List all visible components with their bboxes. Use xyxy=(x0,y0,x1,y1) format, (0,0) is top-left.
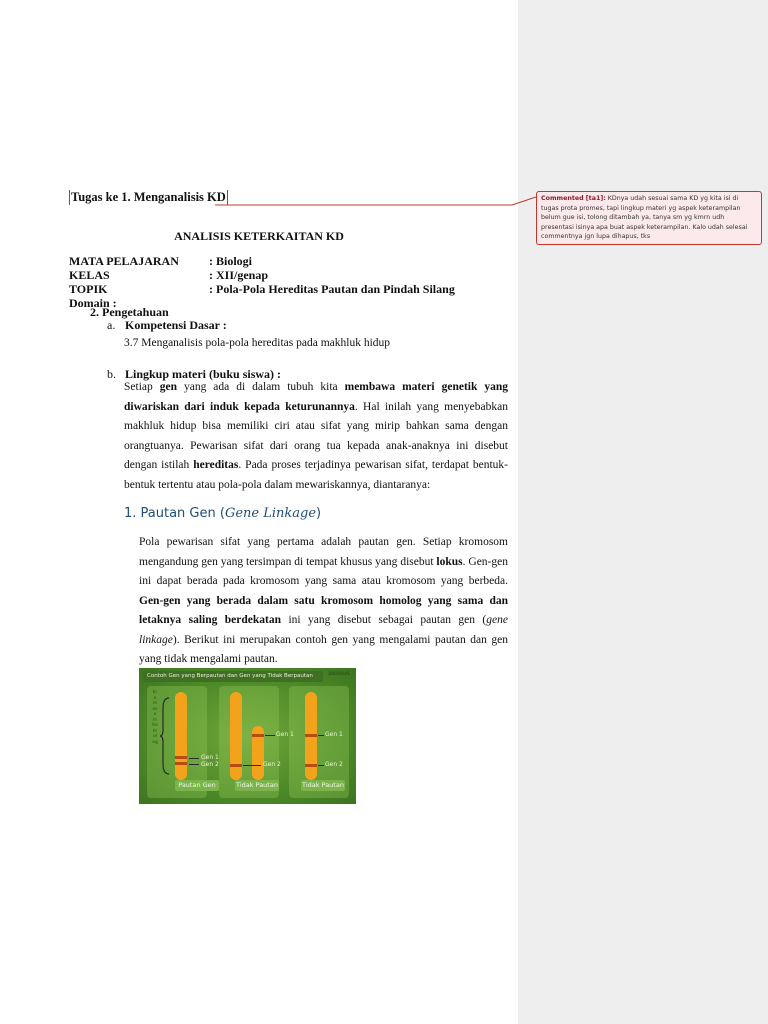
gene-band xyxy=(305,734,317,737)
text-run: Setiap xyxy=(124,381,160,393)
bold-run: gen xyxy=(159,381,177,393)
list-marker: a. xyxy=(107,318,116,332)
italic-run: gene linkage xyxy=(139,614,508,646)
bold-run: membawa materi genetik yang diwariskan dari induk kepada keturunannya xyxy=(124,381,509,413)
heading-italic: Gene Linkage xyxy=(224,506,317,521)
meta-value: : XII/genap xyxy=(209,268,269,282)
bold-run: lokus xyxy=(436,555,463,568)
bold-run: Gen-gen yang berada dalam satu kromosom homolog yang sama dan letaknya saling berdekatan xyxy=(139,594,508,626)
meta-key: Domain : xyxy=(69,296,117,310)
chromosome xyxy=(175,692,187,780)
figure-title: Contoh Gen yang Berpautan dan Gen yang Tidak Berpautan xyxy=(143,671,323,682)
text-run: yang ada di dalam tubuh kita xyxy=(176,381,345,393)
comment-balloon[interactable] xyxy=(536,191,762,245)
figure-caption: Tidak Pautan xyxy=(302,781,344,789)
paragraph-pautan-gen xyxy=(139,533,508,670)
heading-text: 1. Pautan Gen ( xyxy=(124,506,225,521)
label-pointer xyxy=(318,765,324,766)
list-item-text: Kompetensi Dasar : xyxy=(125,318,227,332)
document-heading: ANALISIS KETERKAITAN KD xyxy=(174,229,344,243)
section-heading-pautan-gen xyxy=(124,506,321,521)
meta-row xyxy=(69,254,455,268)
text-run: Pola pewarisan sifat yang pertama adalah pautan gen. Setiap kromosom mengandung gen yang tersimpan di tempat khusus yang disebut xyxy=(139,536,508,568)
gene-label: Gen 1 xyxy=(276,731,294,738)
chromosome xyxy=(252,726,264,780)
meta-table xyxy=(69,254,455,310)
kd-statement: 3.7 Menganalisis pola-pola hereditas pada makhluk hidup xyxy=(124,337,391,349)
text-run: . Gen-gen ini dapat berada pada kromosom yang sama atau kromosom yang berbeda. xyxy=(139,555,508,587)
meta-row xyxy=(69,268,455,282)
gene-label: Gen 2 xyxy=(201,761,219,768)
gene-band xyxy=(175,762,187,765)
list-item-pengetahuan: 2. Pengetahuan xyxy=(90,305,169,319)
gene-linkage-figure xyxy=(139,668,356,804)
label-pointer xyxy=(189,758,199,759)
homolog-vertical-label: kromosom homolog xyxy=(152,690,158,745)
figure-caption: Tidak Pautan xyxy=(236,781,278,789)
comment-label: Commented [ta1]: xyxy=(541,195,606,202)
text-run: . Pada proses terjadinya pewarisan sifat, terdapat bentuk-bentuk tertentu atau pola-pola dalam mewariskannya, diantaranya: xyxy=(124,459,508,491)
brace-icon xyxy=(159,696,171,776)
gene-band xyxy=(175,756,187,759)
task-title: Tugas ke 1. Menganalisis KD xyxy=(71,190,226,204)
comment-margin-pane xyxy=(518,0,768,1024)
meta-key: MATA PELAJARAN xyxy=(69,254,179,268)
gene-label: Gen 2 xyxy=(325,761,343,768)
chromosome xyxy=(305,692,317,780)
text-run: ini yang disebut sebagai pautan gen ( xyxy=(281,614,487,626)
meta-key: KELAS xyxy=(69,268,110,282)
chromosome xyxy=(230,692,242,780)
paragraph-hereditas xyxy=(124,378,508,495)
list-item-text: Lingkup materi (buku siswa) : xyxy=(125,367,282,381)
label-pointer xyxy=(318,735,324,736)
gene-label: Gen 1 xyxy=(325,731,343,738)
figure-caption: Pautan Gen xyxy=(175,780,219,791)
gene-band xyxy=(252,734,264,737)
heading-text: ) xyxy=(316,506,322,521)
list-marker: b. xyxy=(107,367,116,381)
gene-band xyxy=(230,764,242,767)
text-run: . Hal inilah yang menyebabkan makhluk hidup bisa memiliki ciri atau sifat yang mirip bahkan sama dengan orangtuanya. Pewarisan sifat dari orang tua kepada anak-anaknya ini disebut dengan istilah xyxy=(124,400,508,471)
meta-key: TOPIK xyxy=(69,282,108,296)
bold-run: hereditas xyxy=(193,459,239,471)
text-run: ). Berikut ini merupakan contoh gen yang mengalami pautan dan gen yang tidak mengalami pautan. xyxy=(139,633,508,665)
gene-band xyxy=(305,764,317,767)
figure-logo: zenius xyxy=(328,670,350,677)
label-pointer xyxy=(189,764,199,765)
meta-row xyxy=(69,282,455,296)
gene-label: Gen 1 xyxy=(201,754,219,761)
label-pointer xyxy=(243,765,261,766)
comment-text: KDnya udah sesuai sama KD yg kita isi di tugas prota promes, tapi lingkup materi yg aspek keterampilan belum gue isi, tolong ditambah ya, tanya sm yg kmrn udh presentasi isinya apa buat aspek keterampilan. Kalo udah selesai commentnya jgn lupa dihapus, tks xyxy=(541,195,748,240)
meta-value: : Pola-Pola Hereditas Pautan dan Pindah Silang xyxy=(209,282,455,296)
label-pointer xyxy=(265,735,275,736)
list-item-kompetensi xyxy=(107,318,227,333)
meta-value: : Biologi xyxy=(209,254,253,268)
gene-label: Gen 2 xyxy=(263,761,281,768)
